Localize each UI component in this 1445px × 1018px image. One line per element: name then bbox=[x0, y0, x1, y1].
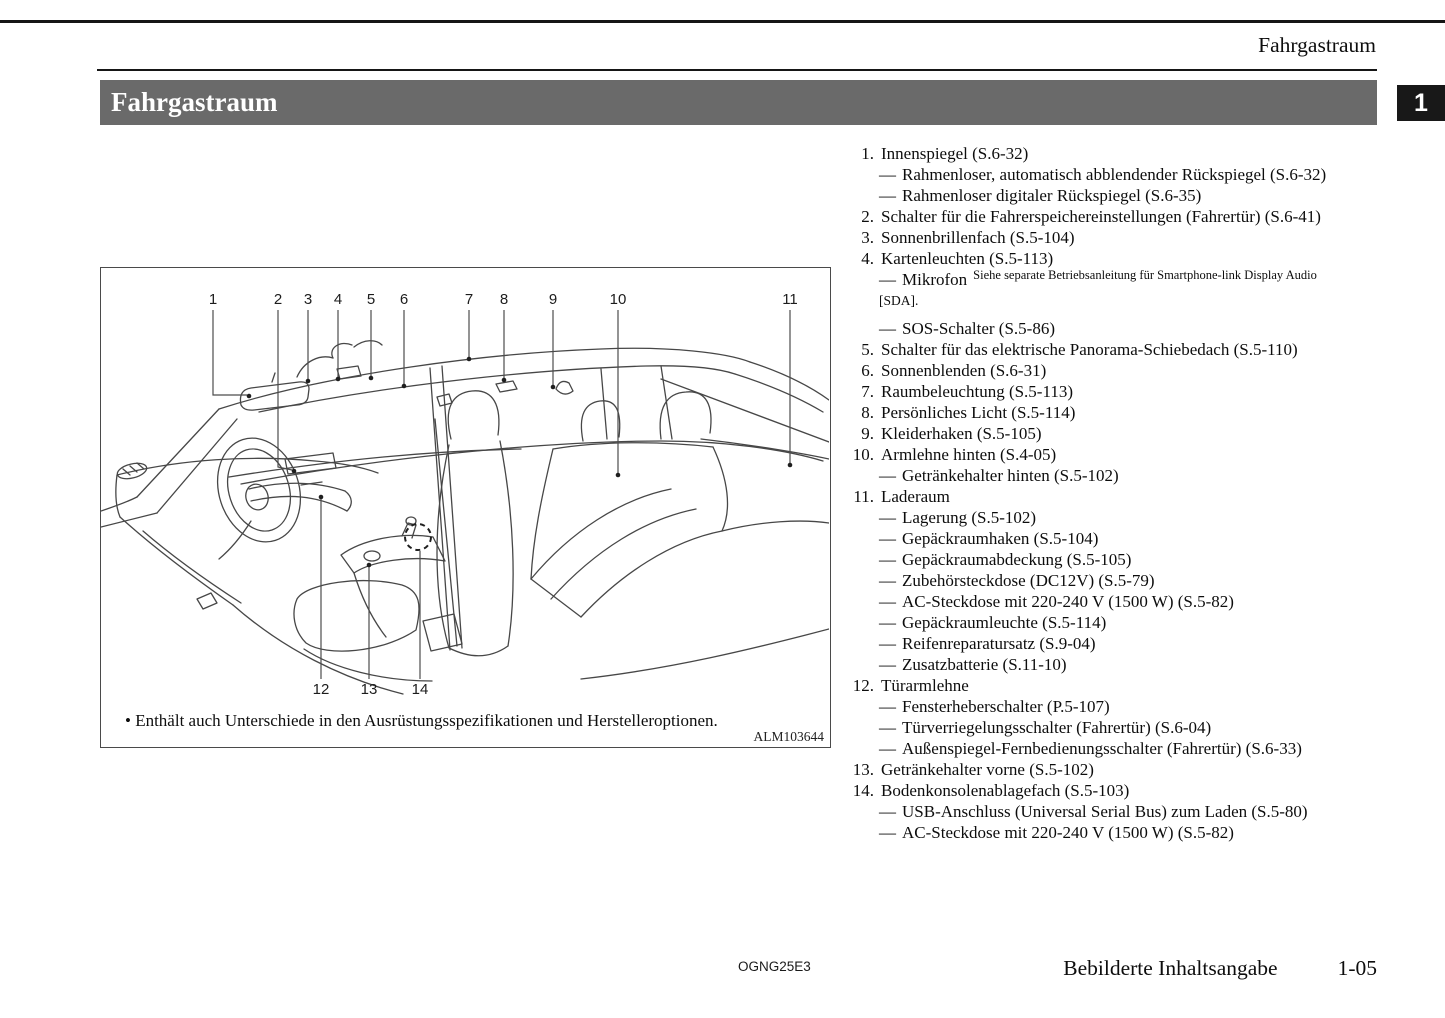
callout-10: 10 bbox=[609, 291, 627, 308]
legend-line bbox=[848, 164, 1404, 185]
legend-line bbox=[848, 633, 1404, 654]
callout-6: 6 bbox=[399, 291, 409, 308]
legend-line bbox=[848, 269, 1404, 292]
callout-2: 2 bbox=[273, 291, 283, 308]
legend-subitem-text: Gepäckraumabdeckung (S.5-105) bbox=[902, 550, 1132, 569]
legend-dash: — bbox=[879, 186, 896, 205]
legend-dash: — bbox=[879, 319, 896, 338]
figure-id: ALM103644 bbox=[753, 729, 824, 744]
car-interior-figure bbox=[101, 268, 829, 746]
callout-leader-lines bbox=[213, 310, 790, 679]
legend-item-number: 11. bbox=[853, 487, 874, 506]
legend-item-number: 7. bbox=[861, 382, 874, 401]
section-banner bbox=[100, 80, 1377, 125]
legend-item-number: 12. bbox=[852, 676, 874, 695]
legend-dash: — bbox=[879, 592, 896, 611]
legend-item-number: 9. bbox=[861, 424, 874, 443]
legend-dash: — bbox=[879, 718, 896, 737]
legend-subitem-text: Rahmenloser digitaler Rückspiegel (S.6-35) bbox=[902, 186, 1202, 205]
legend-line bbox=[848, 381, 1404, 402]
legend-subitem-text: Zubehörsteckdose (DC12V) (S.5-79) bbox=[902, 571, 1155, 590]
legend-subitem-text: Mikrofon bbox=[902, 270, 968, 289]
legend-item-text: Bodenkonsolenablagefach (S.5-103) bbox=[881, 781, 1130, 800]
legend-item-text: Kleiderhaken (S.5-105) bbox=[881, 424, 1042, 443]
legend-subitem-text: Gepäckraumhaken (S.5-104) bbox=[902, 529, 1099, 548]
legend-dash: — bbox=[879, 655, 896, 674]
legend-line bbox=[848, 507, 1404, 528]
legend-subitem-text: Außenspiegel-Fernbedienungsschalter (Fahrertür) (S.6-33) bbox=[902, 739, 1302, 758]
legend-line bbox=[848, 570, 1404, 591]
legend-subitem-text: Fensterheberschalter (P.5-107) bbox=[902, 697, 1110, 716]
legend-subitem-text: Lagerung (S.5-102) bbox=[902, 508, 1037, 527]
legend-subitem-text: Getränkehalter hinten (S.5-102) bbox=[902, 466, 1119, 485]
legend-line bbox=[848, 444, 1404, 465]
legend-item-number: 5. bbox=[861, 340, 874, 359]
legend-item-text: Innenspiegel (S.6-32) bbox=[881, 144, 1029, 163]
legend-dash: — bbox=[879, 739, 896, 758]
legend-line bbox=[848, 675, 1404, 696]
legend-line bbox=[848, 717, 1404, 738]
legend-dash: — bbox=[879, 165, 896, 184]
legend-dash: — bbox=[879, 697, 896, 716]
section-title: Fahrgastraum bbox=[111, 87, 278, 117]
footer-doc-code: OGNG25E3 bbox=[738, 959, 811, 974]
legend-line bbox=[848, 339, 1404, 360]
legend-item-number: 14. bbox=[852, 781, 874, 800]
figure-note-text: Enthält auch Unterschiede in den Ausrüstungsspezifikationen und Herstelleroptionen. bbox=[135, 711, 718, 730]
legend-subitem-text: Reifenreparatursatz (S.9-04) bbox=[902, 634, 1096, 653]
callout-numbers bbox=[209, 291, 798, 698]
legend-subitem-text: Zusatzbatterie (S.11-10) bbox=[902, 655, 1067, 674]
legend-line bbox=[848, 360, 1404, 381]
legend-line bbox=[848, 423, 1404, 444]
figure-box bbox=[100, 267, 831, 748]
legend-line bbox=[848, 780, 1404, 801]
legend-item-number: 10. bbox=[852, 445, 874, 464]
legend-line bbox=[848, 612, 1404, 633]
legend-item-text: Persönliches Licht (S.5-114) bbox=[881, 403, 1076, 422]
callout-4: 4 bbox=[333, 291, 343, 308]
legend-line bbox=[848, 759, 1404, 780]
legend-dash: — bbox=[879, 823, 896, 842]
legend-dash: — bbox=[879, 529, 896, 548]
legend-item-text: Sonnenblenden (S.6-31) bbox=[881, 361, 1047, 380]
legend-dash: — bbox=[879, 508, 896, 527]
callout-7: 7 bbox=[464, 291, 474, 308]
legend-line bbox=[848, 292, 1404, 310]
legend-line bbox=[848, 822, 1404, 843]
legend-superscript-note: Siehe separate Betriebsanleitung für Smartphone-link Display Audio bbox=[973, 268, 1317, 282]
callout-13: 13 bbox=[360, 681, 378, 698]
car-interior-drawing bbox=[101, 341, 829, 694]
legend-list bbox=[848, 143, 1404, 843]
figure-note bbox=[125, 711, 785, 731]
header-rule bbox=[97, 69, 1377, 71]
legend-line bbox=[848, 227, 1404, 248]
legend-item-text: Raumbeleuchtung (S.5-113) bbox=[881, 382, 1073, 401]
footer-chapter-name: Bebilderte Inhaltsangabe bbox=[1063, 956, 1278, 980]
legend-line bbox=[848, 402, 1404, 423]
legend-subitem-text: AC-Steckdose mit 220-240 V (1500 W) (S.5-82) bbox=[902, 823, 1234, 842]
legend-line bbox=[848, 591, 1404, 612]
legend-item-number: 3. bbox=[861, 228, 874, 247]
legend-dash: — bbox=[879, 634, 896, 653]
legend-item-number: 4. bbox=[861, 249, 874, 268]
legend-item-text: Schalter für das elektrische Panorama-Schiebedach (S.5-110) bbox=[881, 340, 1298, 359]
legend-line bbox=[848, 465, 1404, 486]
legend-dash: — bbox=[879, 613, 896, 632]
legend-item-number: 6. bbox=[861, 361, 874, 380]
legend-dash: — bbox=[879, 571, 896, 590]
legend-line bbox=[848, 318, 1404, 339]
legend-line bbox=[848, 738, 1404, 759]
legend-subitem-text: SOS-Schalter (S.5-86) bbox=[902, 319, 1055, 338]
legend-dash: — bbox=[879, 550, 896, 569]
legend-continuation-text: [SDA]. bbox=[879, 293, 919, 308]
legend-item-number: 1. bbox=[861, 144, 874, 163]
legend-item-text: Sonnenbrillenfach (S.5-104) bbox=[881, 228, 1075, 247]
callout-3: 3 bbox=[303, 291, 313, 308]
chapter-tab: 1 bbox=[1397, 85, 1445, 121]
callout-12: 12 bbox=[312, 681, 330, 698]
page-top-edge-line bbox=[0, 20, 1445, 23]
legend-subitem-text: Türverriegelungsschalter (Fahrertür) (S.6-04) bbox=[902, 718, 1212, 737]
legend-subitem-text: Gepäckraumleuchte (S.5-114) bbox=[902, 613, 1107, 632]
legend-item-text: Kartenleuchten (S.5-113) bbox=[881, 249, 1054, 268]
legend-item-text: Türarmlehne bbox=[881, 676, 969, 695]
highlight-dashed-circle bbox=[405, 524, 431, 550]
footer-page-number: 1-05 bbox=[1337, 956, 1377, 980]
legend-line bbox=[848, 801, 1404, 822]
callout-14: 14 bbox=[411, 681, 429, 698]
callout-9: 9 bbox=[548, 291, 558, 308]
legend-item-number: 13. bbox=[852, 760, 874, 779]
legend-item-text: Laderaum bbox=[881, 487, 950, 506]
legend-line bbox=[848, 696, 1404, 717]
legend-item-text: Armlehne hinten (S.4-05) bbox=[881, 445, 1057, 464]
legend-item-text: Getränkehalter vorne (S.5-102) bbox=[881, 760, 1094, 779]
legend-line bbox=[848, 486, 1404, 507]
legend-dash: — bbox=[879, 466, 896, 485]
legend-line bbox=[848, 528, 1404, 549]
callout-1: 1 bbox=[208, 291, 218, 308]
legend-subitem-text: AC-Steckdose mit 220-240 V (1500 W) (S.5-82) bbox=[902, 592, 1234, 611]
legend-dash: — bbox=[879, 270, 896, 289]
legend-line bbox=[848, 206, 1404, 227]
legend-line bbox=[848, 654, 1404, 675]
figure-note-bullet: • bbox=[125, 711, 131, 730]
callout-11: 11 bbox=[782, 291, 798, 308]
footer-right bbox=[1063, 956, 1377, 981]
running-header: Fahrgastraum bbox=[1258, 33, 1376, 57]
legend-item-number: 2. bbox=[861, 207, 874, 226]
legend-line bbox=[848, 143, 1404, 164]
legend-subitem-text: USB-Anschluss (Universal Serial Bus) zum Laden (S.5-80) bbox=[902, 802, 1308, 821]
legend-line bbox=[848, 549, 1404, 570]
legend-item-text: Schalter für die Fahrerspeichereinstellungen (Fahrertür) (S.6-41) bbox=[881, 207, 1321, 226]
legend-item-number: 8. bbox=[861, 403, 874, 422]
legend-line bbox=[848, 185, 1404, 206]
callout-8: 8 bbox=[499, 291, 509, 308]
legend-subitem-text: Rahmenloser, automatisch abblendender Rückspiegel (S.6-32) bbox=[902, 165, 1327, 184]
callout-5: 5 bbox=[366, 291, 376, 308]
legend-dash: — bbox=[879, 802, 896, 821]
